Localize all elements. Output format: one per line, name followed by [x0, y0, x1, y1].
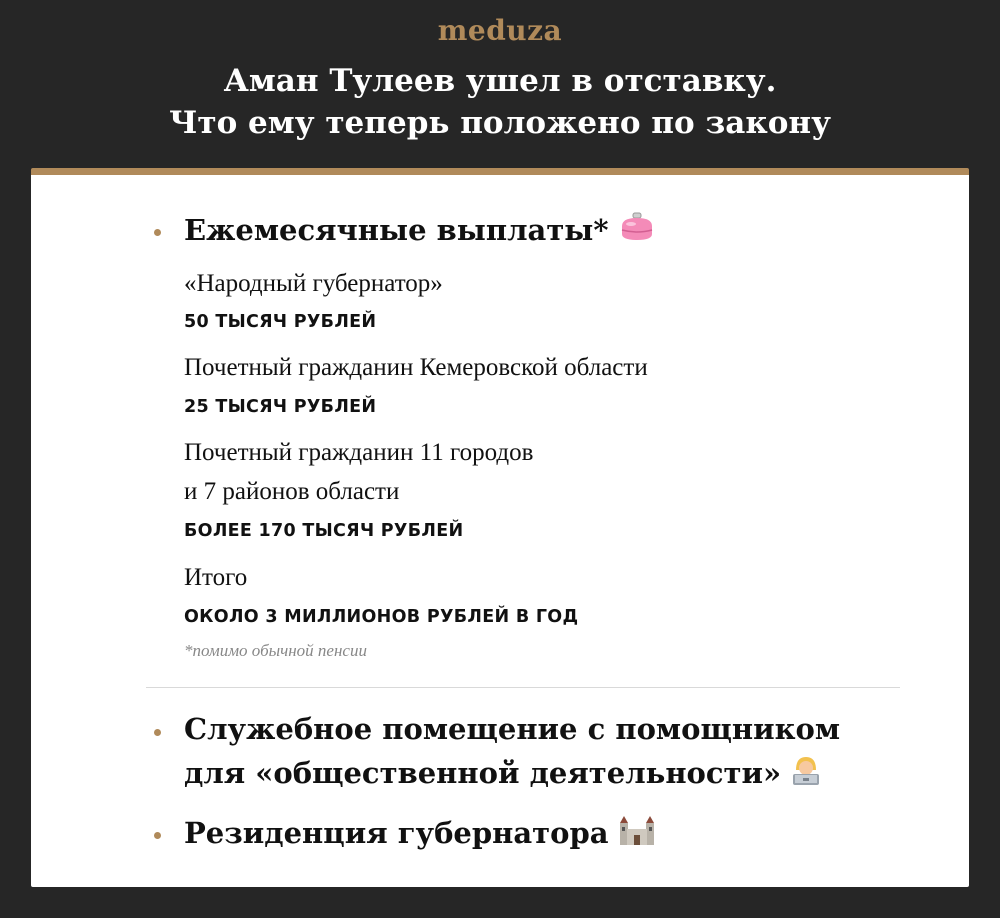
- castle-emoji-icon: [617, 813, 657, 858]
- headline-line-1: Аман Тулеев ушел в отставку.: [223, 63, 777, 99]
- section-divider: [146, 687, 900, 688]
- payment-label: и 7 районов области: [184, 478, 400, 505]
- total-label: Итого: [184, 564, 248, 591]
- section-title-payments: [184, 209, 657, 253]
- section-title-residence: [184, 812, 657, 858]
- payment-value: БОЛЕЕ 170 ТЫСЯЧ РУБЛЕЙ: [184, 521, 464, 541]
- payment-value: 25 ТЫСЯЧ РУБЛЕЙ: [184, 397, 377, 417]
- payment-label: Почетный гражданин 11 городов: [184, 439, 534, 466]
- payment-label: Почетный гражданин Кемеровской области: [184, 354, 648, 381]
- headline-line-2: Что ему теперь положено по закону: [169, 105, 831, 141]
- total-value: ОКОЛО 3 МИЛЛИОНОВ РУБЛЕЙ В ГОД: [184, 607, 579, 627]
- person-at-laptop-icon: [789, 754, 823, 797]
- headline: [0, 60, 1000, 144]
- bullet-dot: [154, 229, 161, 236]
- brand-logo: meduza: [437, 14, 563, 47]
- section-title-office-line2: [184, 752, 823, 797]
- section-title-text: Служебное помещение с помощником: [184, 712, 841, 746]
- bullet-dot: [154, 832, 161, 839]
- purse-emoji-icon: [617, 211, 657, 253]
- section-title-text: для «общественной деятельности»: [184, 756, 782, 790]
- bullet-dot: [154, 729, 161, 736]
- section-title-office: [184, 708, 840, 750]
- section-title-text: Ежемесячные выплаты*: [184, 213, 609, 247]
- footnote: *помимо обычной пенсии: [184, 641, 367, 660]
- section-title-text: Резиденция губернатора: [184, 816, 609, 850]
- payment-label: «Народный губернатор»: [184, 270, 443, 297]
- payment-value: 50 ТЫСЯЧ РУБЛЕЙ: [184, 312, 377, 332]
